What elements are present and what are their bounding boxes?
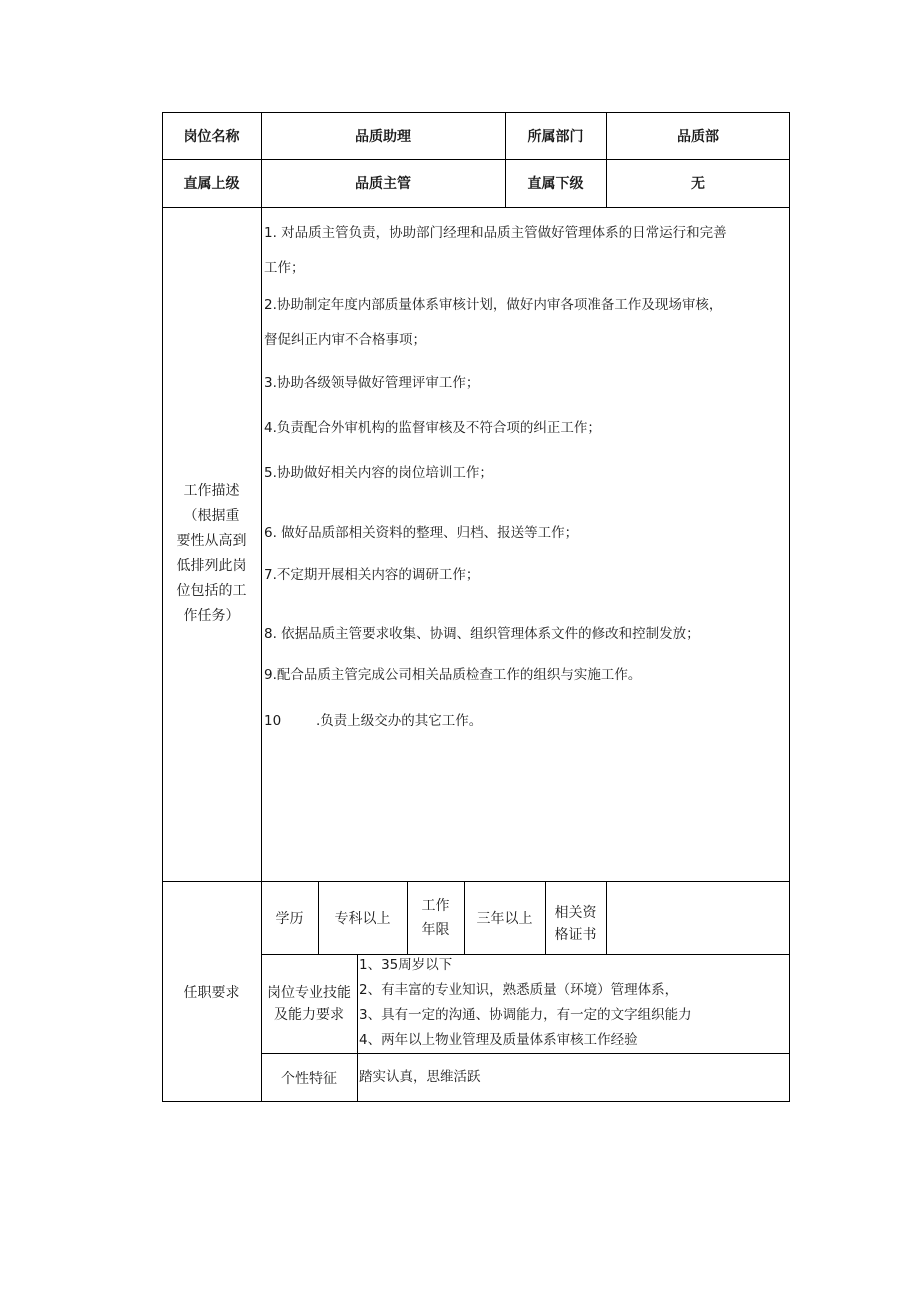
duty-item: 9.配合品质主管完成公司相关品质检查工作的组织与实施工作。	[264, 667, 642, 683]
duty-item: 8. 依据品质主管要求收集、协调、组织管理体系文件的修改和控制发放；	[264, 626, 700, 642]
skill-item: 1、35周岁以下	[359, 957, 453, 973]
duty-item: 5.协助做好相关内容的岗位培训工作；	[264, 465, 493, 481]
work-years-value: 三年以上	[476, 910, 533, 927]
certificate-value	[606, 881, 790, 954]
education-label: 学历	[275, 910, 304, 927]
superior-value: 品质主管	[355, 176, 411, 192]
certificate-label: 相关资 格证书	[554, 904, 597, 943]
skills-list	[359, 956, 692, 1050]
education-value: 专科以上	[334, 910, 391, 927]
superior-label: 直属上级	[183, 176, 240, 192]
duty-item: 2.协助制定年度内部质量体系审核计划，做好内审各项准备工作及现场审核， 督促纠正内审不合格事项；	[264, 297, 723, 348]
skill-item: 3、具有一定的沟通、协调能力，有一定的文字组织能力	[359, 1007, 692, 1023]
requirements-label: 任职要求	[183, 984, 240, 1001]
work-description-label-cell	[162, 207, 261, 881]
skill-item: 4、两年以上物业管理及质量体系审核工作经验	[359, 1032, 638, 1048]
duty-item: 1. 对品质主管负责，协助部门经理和品质主管做好管理体系的日常运行和完善 工作；	[264, 225, 727, 276]
duty-item: 6. 做好品质部相关资料的整理、归档、报送等工作；	[264, 525, 579, 541]
department-value: 品质部	[677, 128, 719, 145]
duty-item: 7.不定期开展相关内容的调研工作；	[264, 567, 480, 583]
subordinate-value: 无	[691, 176, 705, 192]
personality-label: 个性特征	[281, 1070, 337, 1087]
work-description-label: 工作描述 （根据重 要性从高到 低排列此岗 位包括的工 作任务）	[176, 483, 247, 624]
personality-value: 踏实认真，思维活跃	[359, 1069, 481, 1085]
position-value: 品质助理	[355, 128, 411, 145]
duty-number: 10	[264, 713, 282, 729]
duty-item: 4.负责配合外审机构的监督审核及不符合项的纠正工作；	[264, 420, 601, 436]
skills-label: 岗位专业技能 及能力要求	[267, 984, 351, 1023]
subordinate-label: 直属下级	[527, 176, 584, 192]
duty-item: 3.协助各级领导做好管理评审工作；	[264, 375, 480, 391]
duty-text: .负责上级交办的其它工作。	[316, 713, 483, 729]
duty-item	[264, 712, 790, 731]
skill-item: 2、有丰富的专业知识，熟悉质量（环境）管理体系，	[359, 982, 679, 998]
work-years-label: 工作 年限	[421, 897, 450, 938]
position-label: 岗位名称	[183, 128, 240, 145]
department-label: 所属部门	[527, 128, 584, 145]
